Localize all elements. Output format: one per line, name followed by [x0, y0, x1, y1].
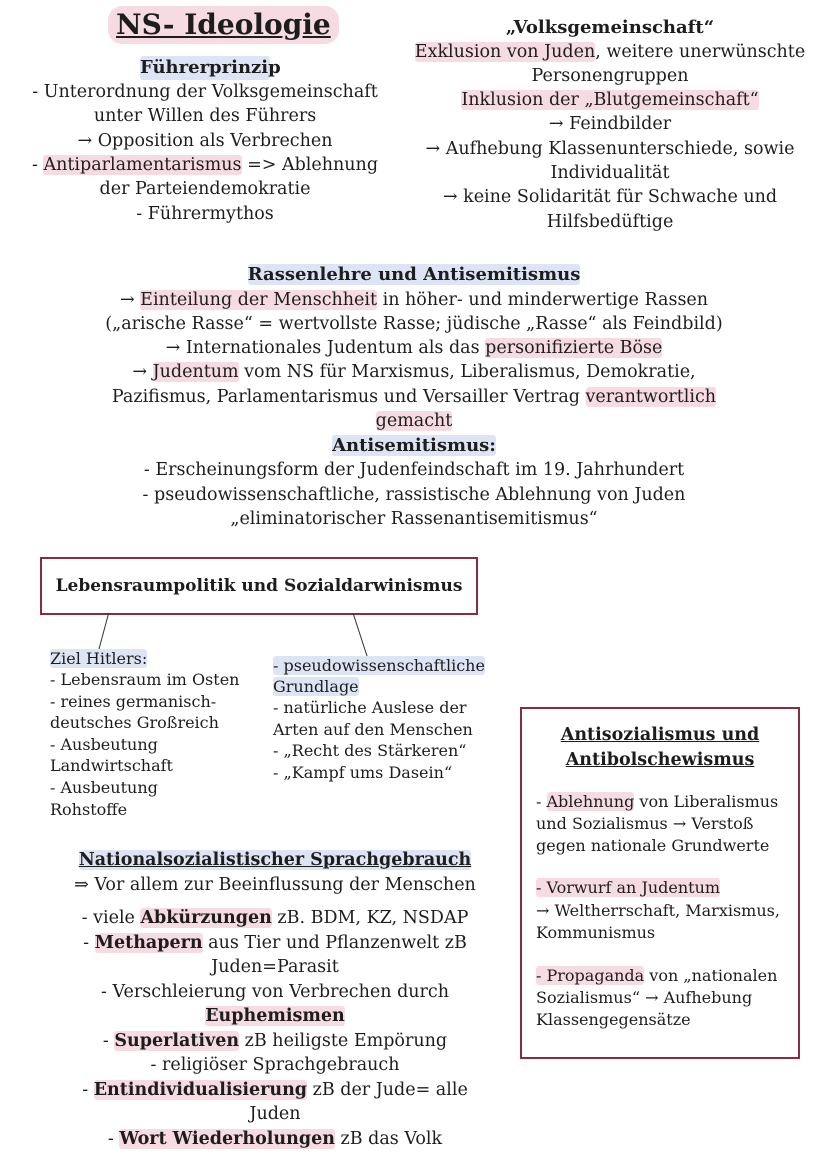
volksgemeinschaft-line: Exklusion von Juden, weitere unerwünschte [414, 42, 806, 62]
rassenlehre-line: („arische Rasse“ = wertvollste Rasse; jüdische „Rasse“ als Feindbild) [105, 314, 723, 334]
fuehrerprinzip-line: - Führermythos [136, 204, 274, 224]
highlight: Exklusion von Juden [414, 42, 596, 62]
antisozialismus-line: Kommunismus [536, 923, 656, 942]
rassenlehre-line [14, 409, 814, 433]
sprachgebrauch-line: Juden=Parasit [211, 957, 339, 977]
highlight: gemacht [375, 411, 453, 431]
lebensraum-heading: Lebensraumpolitik und Sozialdarwinismus [55, 576, 463, 596]
sprachgebrauch-line [35, 1004, 515, 1028]
right-item: - natürliche Auslese der [273, 698, 467, 717]
sprachgebrauch-line: - religiöser Sprachgebrauch [150, 1055, 400, 1075]
ziel-heading: Ziel Hitlers: [50, 649, 148, 668]
highlight: - Vorwurf an Judentum [536, 878, 721, 897]
ziel-item: - reines germanisch- [50, 691, 217, 711]
highlight: Superlativen [114, 1031, 240, 1051]
antisemitismus-heading: Antisemitismus: [332, 435, 496, 456]
antisozialismus-line: - Ablehnung von Liberalismus [536, 792, 779, 811]
ziel-item: - Ausbeutung [50, 778, 158, 797]
highlight: - pseudowissenschaftliche [273, 656, 485, 675]
connector-line [353, 613, 369, 659]
ziel-item: - Lebensraum im Osten [50, 670, 240, 689]
sprachgebrauch-line: Juden [249, 1104, 301, 1124]
highlight: Ablehnung [546, 792, 635, 811]
highlight: Grundlage [273, 677, 359, 696]
highlight: - Propaganda [536, 966, 645, 985]
rassenlehre-line: → Internationales Judentum als das personifizierte Böse [165, 338, 663, 358]
highlight: verantwortlich [585, 387, 717, 407]
highlight: Einteilung der Menschheit [140, 290, 378, 310]
antisemitismus-line: - Erscheinungsform der Judenfeindschaft im 19. Jahrhundert [143, 460, 685, 480]
rassenlehre-line: → Judentum vom NS für Marxismus, Liberalismus, Demokratie, [132, 362, 696, 382]
sprachgebrauch-line: - Entindividualisierung zB der Jude= alle [82, 1080, 468, 1100]
fuehrerprinzip-line: → Opposition als Verbrechen [77, 131, 333, 151]
sprachgebrauch-line: - Verschleierung von Verbrechen durch [101, 982, 449, 1002]
volksgemeinschaft-line: → Feindbilder [548, 114, 672, 134]
antisozialismus-line: gegen nationale Grundwerte [536, 836, 770, 855]
right-item: - „Recht des Stärkeren“ [273, 741, 467, 761]
rassenlehre-line: → Einteilung der Menschheit in höher- und minderwertige Rassen [119, 290, 709, 310]
antisozialismus-line: → Weltherrschaft, Marxismus, [536, 901, 780, 920]
sprachgebrauch-line: ⇒ Vor allem zur Beeinflussung der Menschen [74, 875, 476, 895]
volksgemeinschaft-line: → keine Solidarität für Schwache und [442, 187, 778, 207]
rassenlehre-heading: Rassenlehre und Antisemitismus [247, 264, 581, 285]
antisozialismus-line: Klassengegensätze [536, 1010, 691, 1029]
ziel-item: Rohstoffe [50, 799, 128, 819]
ziel-item: - Ausbeutung [50, 734, 158, 754]
highlight: Wort Wiederholungen [119, 1129, 335, 1149]
sprachgebrauch-line: - Methapern aus Tier und Pflanzenwelt zB [83, 933, 467, 953]
antisozialismus-line: Sozialismus“ → Aufhebung [536, 988, 753, 1007]
right-item: - „Kampf ums Dasein“ [273, 762, 453, 782]
antisemitismus-line: „eliminatorischer Rassenantisemitismus“ [230, 509, 598, 529]
volksgemeinschaft-line [400, 88, 820, 112]
antisozialismus-heading: Antisozialismus und [560, 725, 760, 745]
highlight: Abkürzungen [140, 908, 272, 928]
antisozialismus-line: - Propaganda von „nationalen [536, 966, 778, 985]
sprachgebrauch-line: - Wort Wiederholungen zB das Volk [107, 1129, 443, 1149]
right-line [273, 655, 485, 677]
highlight: Entindividualisierung [93, 1080, 308, 1100]
fuehrerprinzip-line: unter Willen des Führers [93, 106, 317, 126]
right-item: Arten auf den Menschen [273, 719, 473, 739]
highlight: Euphemismen [205, 1006, 345, 1026]
antisemitismus-line: - pseudowissenschaftliche, rassistische Ablehnung von Juden [142, 485, 686, 505]
highlight: Methapern [94, 933, 203, 953]
page-title: NS- Ideologie [108, 6, 339, 44]
fuehrerprinzip-line: - Antiparlamentarismus => Ablehnung [31, 155, 379, 175]
volksgemeinschaft-line: Individualität [550, 163, 670, 183]
volksgemeinschaft-heading: „Volksgemeinschaft“ [505, 17, 715, 38]
volksgemeinschaft-line: → Aufhebung Klassenunterschiede, sowie [425, 139, 795, 159]
ziel-item: deutsches Großreich [50, 713, 219, 733]
rassenlehre-line: Pazifismus, Parlamentarismus und Versailler Vertrag verantwortlich [111, 387, 717, 407]
highlight: Inklusion der „Blutgemeinschaft“ [461, 90, 759, 110]
fuehrerprinzip-line: der Parteiendemokratie [99, 179, 311, 199]
antisozialismus-line: und Sozialismus → Verstoß [536, 814, 754, 833]
fuehrerprinzip-line: - Unterordnung der Volksgemeinschaft [32, 82, 378, 102]
sprachgebrauch-line: - Superlativen zB heiligste Empörung [102, 1031, 448, 1051]
fuehrerprinzip-heading: Führerprinzip [140, 57, 281, 78]
highlight: Judentum [152, 362, 239, 382]
antisozialismus-line [536, 877, 720, 899]
right-line [273, 676, 359, 698]
highlight: Antiparlamentarismus [43, 155, 242, 175]
sprachgebrauch-line: - viele Abkürzungen zB. BDM, KZ, NSDAP [81, 908, 469, 928]
sprachgebrauch-heading: Nationalsozialistischer Sprachgebrauch [78, 850, 472, 870]
volksgemeinschaft-line: Personengruppen [531, 66, 689, 86]
antisozialismus-heading: Antibolschewismus [565, 750, 755, 770]
ziel-item: Landwirtschaft [50, 756, 173, 776]
volksgemeinschaft-line: Hilfsbedüftige [546, 212, 674, 232]
highlight: personifizierte Böse [485, 338, 663, 358]
